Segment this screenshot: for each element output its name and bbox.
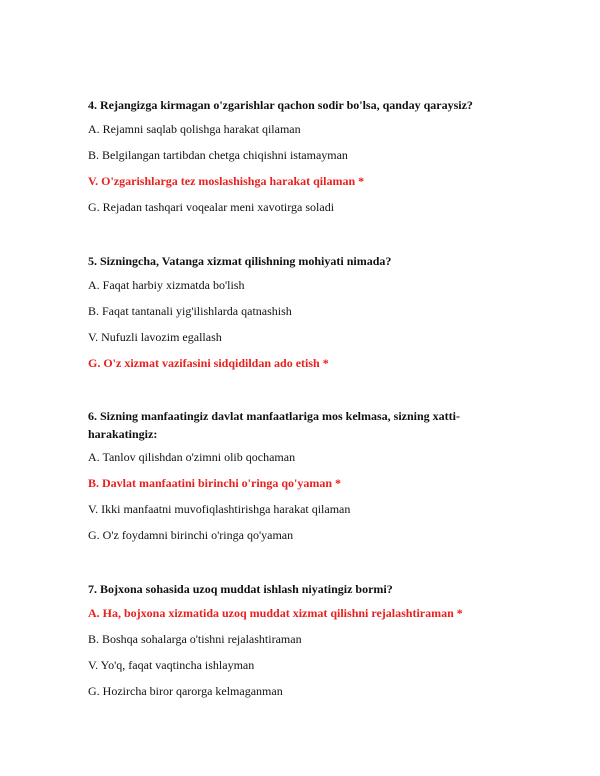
option-a: A. Tanlov qilishdan o'zimni olib qochaman (88, 450, 296, 464)
option-v: V. Nufuzli lavozim egallash (88, 330, 222, 344)
option-v-correct: V. O'zgarishlarga tez moslashishga harakat qilaman * (88, 174, 365, 188)
question-title: 7. Bojxona sohasida uzoq muddat ishlash niyatingiz bormi? (88, 582, 393, 596)
option-b: B. Belgilangan tartibdan chetga chiqishni istamayman (88, 148, 348, 162)
option-g: G. Hozircha biror qarorga kelmaganman (88, 684, 283, 698)
option-b-correct: B. Davlat manfaatini birinchi o'ringa qo'yaman * (88, 476, 342, 490)
option-a: A. Faqat harbiy xizmatda bo'lish (88, 278, 245, 292)
option-v: V. Ikki manfaatni muvofiqlashtirishga harakat qilaman (88, 502, 351, 516)
question-title: 6. Sizning manfaatingiz davlat manfaatlariga mos kelmasa, sizning xatti-harakatingiz: (88, 409, 461, 441)
option-a-correct: A. Ha, bojxona xizmatida uzoq muddat xizmat qilishni rejalashtiraman * (88, 606, 463, 620)
option-g-correct: G. O'z xizmat vazifasini sidqidildan ado etish * (88, 356, 329, 370)
option-b: B. Faqat tantanali yig'ilishlarda qatnashish (88, 304, 292, 318)
option-a: A. Rejamni saqlab qolishga harakat qilaman (88, 122, 301, 136)
question-title: 4. Rejangizga kirmagan o'zgarishlar qachon sodir bo'lsa, qanday qaraysiz? (88, 98, 473, 112)
question-5 (88, 252, 508, 370)
option-b: B. Boshqa sohalarga o'tishni rejalashtiraman (88, 632, 302, 646)
question-title: 5. Sizningcha, Vatanga xizmat qilishning mohiyati nimada? (88, 254, 392, 268)
option-g: G. Rejadan tashqari voqealar meni xavotirga soladi (88, 200, 335, 214)
question-6 (88, 407, 508, 542)
question-7 (88, 580, 508, 698)
option-v: V. Yo'q, faqat vaqtincha ishlayman (88, 658, 255, 672)
option-g: G. O'z foydamni birinchi o'ringa qo'yaman (88, 528, 294, 542)
question-4 (88, 96, 508, 214)
